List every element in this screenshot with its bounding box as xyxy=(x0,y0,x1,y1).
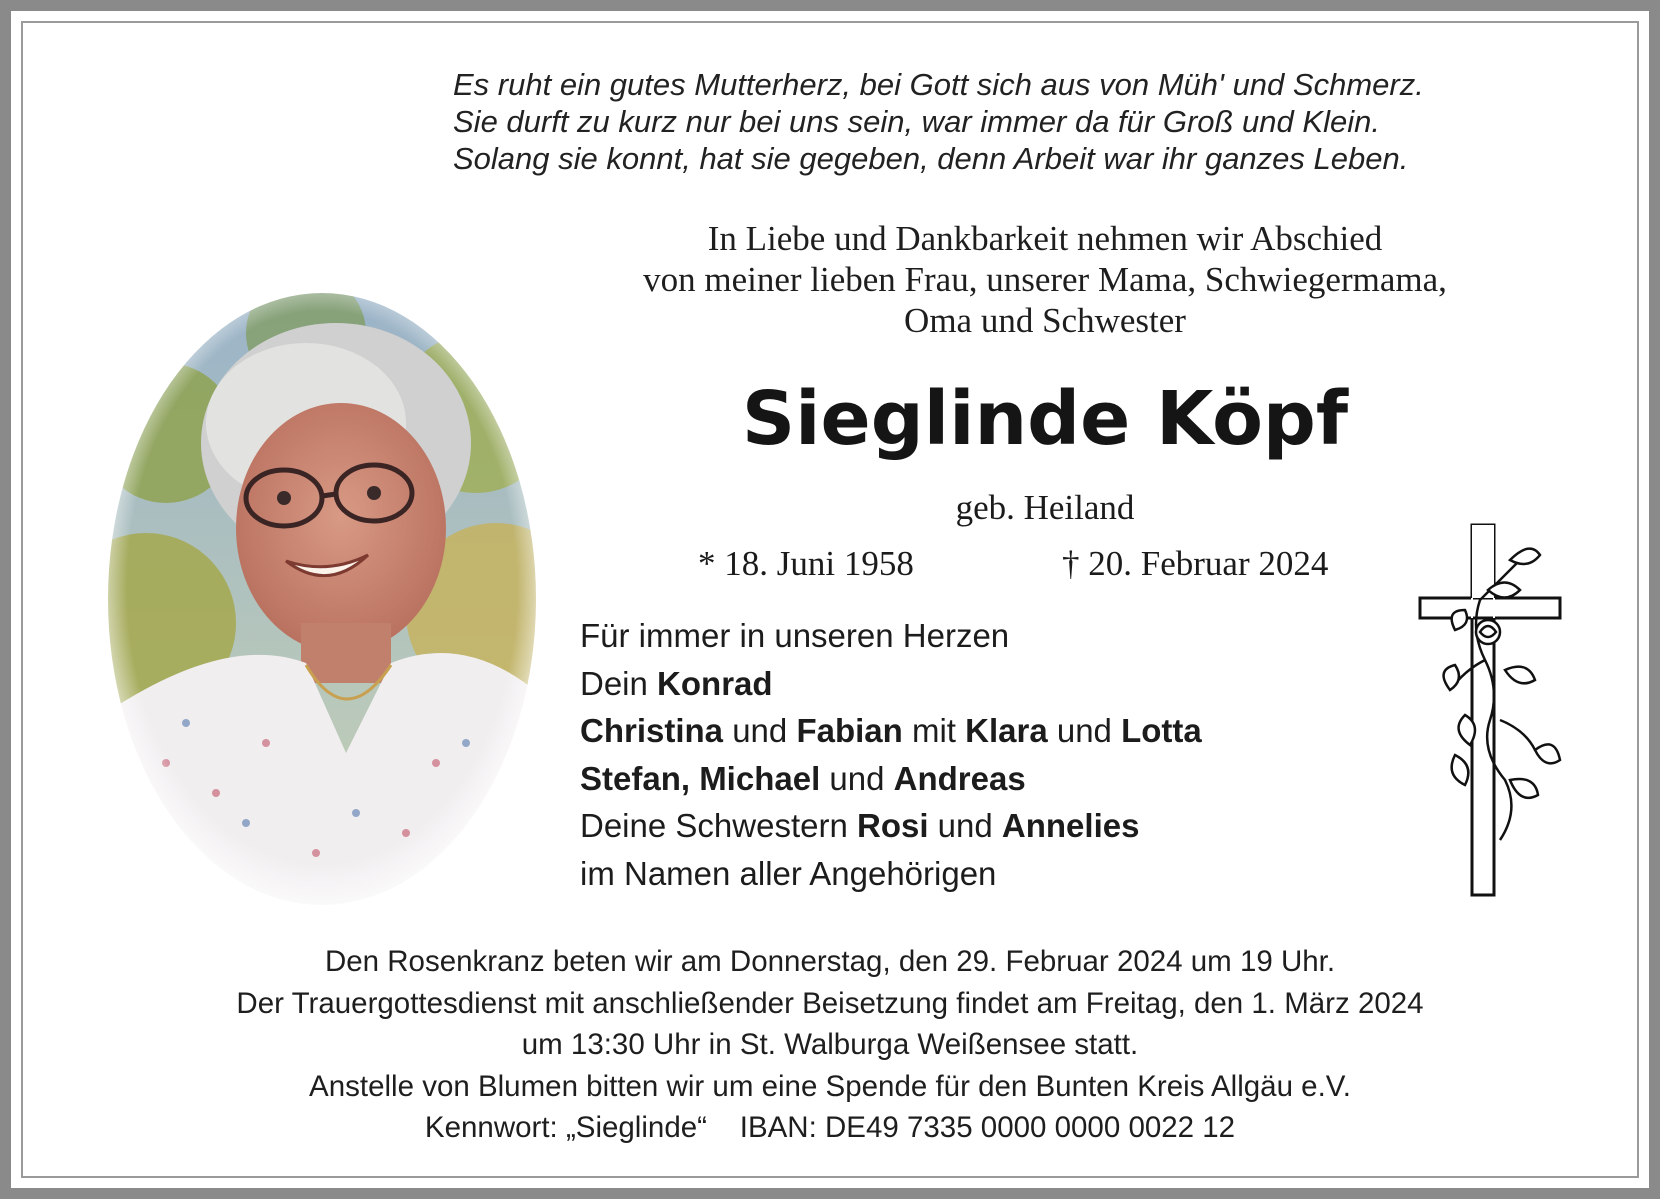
farewell-intro xyxy=(505,218,1585,341)
mourners-line-6: im Namen aller Angehörigen xyxy=(580,854,997,892)
death-date: † 20. Februar 2024 xyxy=(1062,544,1329,583)
service-information xyxy=(120,941,1540,1149)
mourner-name: Stefan, Michael xyxy=(580,759,821,797)
donation-line: Kennwort: „Sieglinde“ IBAN: DE49 7335 0000 0000 0022 12 xyxy=(424,1111,1236,1144)
mourners-line-4 xyxy=(580,755,1380,803)
mourner-text: und xyxy=(1047,712,1122,749)
poem-line-2: Sie durft zu kurz nur bei uns sein, war immer da für Groß und Klein. xyxy=(453,104,1380,139)
mourner-name: Fabian xyxy=(796,712,903,749)
mourner-text: und xyxy=(928,807,1002,844)
mourner-name: Konrad xyxy=(657,664,773,702)
mourners-line-1: Für immer in unseren Herzen xyxy=(580,617,1010,654)
service-line-3: um 13:30 Uhr in St. Walburga Weißensee statt. xyxy=(521,1028,1139,1061)
birth-date: * 18. Juni 1958 xyxy=(698,544,914,583)
mourner-text: Deine Schwestern xyxy=(580,807,857,844)
intro-line-3: Oma und Schwester xyxy=(904,301,1186,340)
poem-line-3: Solang sie konnt, hat sie gegeben, denn Arbeit war ihr ganzes Leben. xyxy=(453,141,1409,176)
poem-line-1: Es ruht ein gutes Mutterherz, bei Gott sich aus von Müh' und Schmerz. xyxy=(453,67,1424,102)
mourner-name: Annelies xyxy=(1001,807,1140,844)
mourners-line-2 xyxy=(580,660,1380,708)
portrait-photo xyxy=(106,293,538,905)
mourners-line-3 xyxy=(580,707,1380,755)
mourner-text: Dein xyxy=(580,664,658,702)
cross-with-rose-icon xyxy=(1410,520,1570,900)
mourner-text: und xyxy=(820,759,894,797)
service-line-1: Den Rosenkranz beten wir am Donnerstag, den 29. Februar 2024 um 19 Uhr. xyxy=(324,945,1336,978)
mourner-name: Andreas xyxy=(893,759,1026,797)
mourners-list xyxy=(580,612,1380,897)
service-line-4: Anstelle von Blumen bitten wir um eine Spende für den Bunten Kreis Allgäu e.V. xyxy=(309,1069,1351,1103)
mourner-name: Christina xyxy=(580,712,724,749)
mourners-line-5 xyxy=(580,802,1380,850)
mourner-name: Rosi xyxy=(856,807,929,844)
memorial-poem xyxy=(453,66,1623,177)
deceased-name: Sieglinde Köpf xyxy=(741,376,1349,462)
mourner-name: Lotta xyxy=(1121,712,1202,749)
mourner-text: und xyxy=(723,712,797,749)
intro-line-2: von meiner lieben Frau, unserer Mama, Schwiegermama, xyxy=(643,260,1447,299)
intro-line-1: In Liebe und Dankbarkeit nehmen wir Abschied xyxy=(707,219,1383,258)
mourner-name: Klara xyxy=(965,712,1048,749)
mourner-text: mit xyxy=(902,712,966,749)
maiden-name: geb. Heiland xyxy=(955,488,1135,527)
service-line-2: Der Trauergottesdienst mit anschließender Beisetzung findet am Freitag, den 1. März 2024 xyxy=(236,986,1424,1020)
